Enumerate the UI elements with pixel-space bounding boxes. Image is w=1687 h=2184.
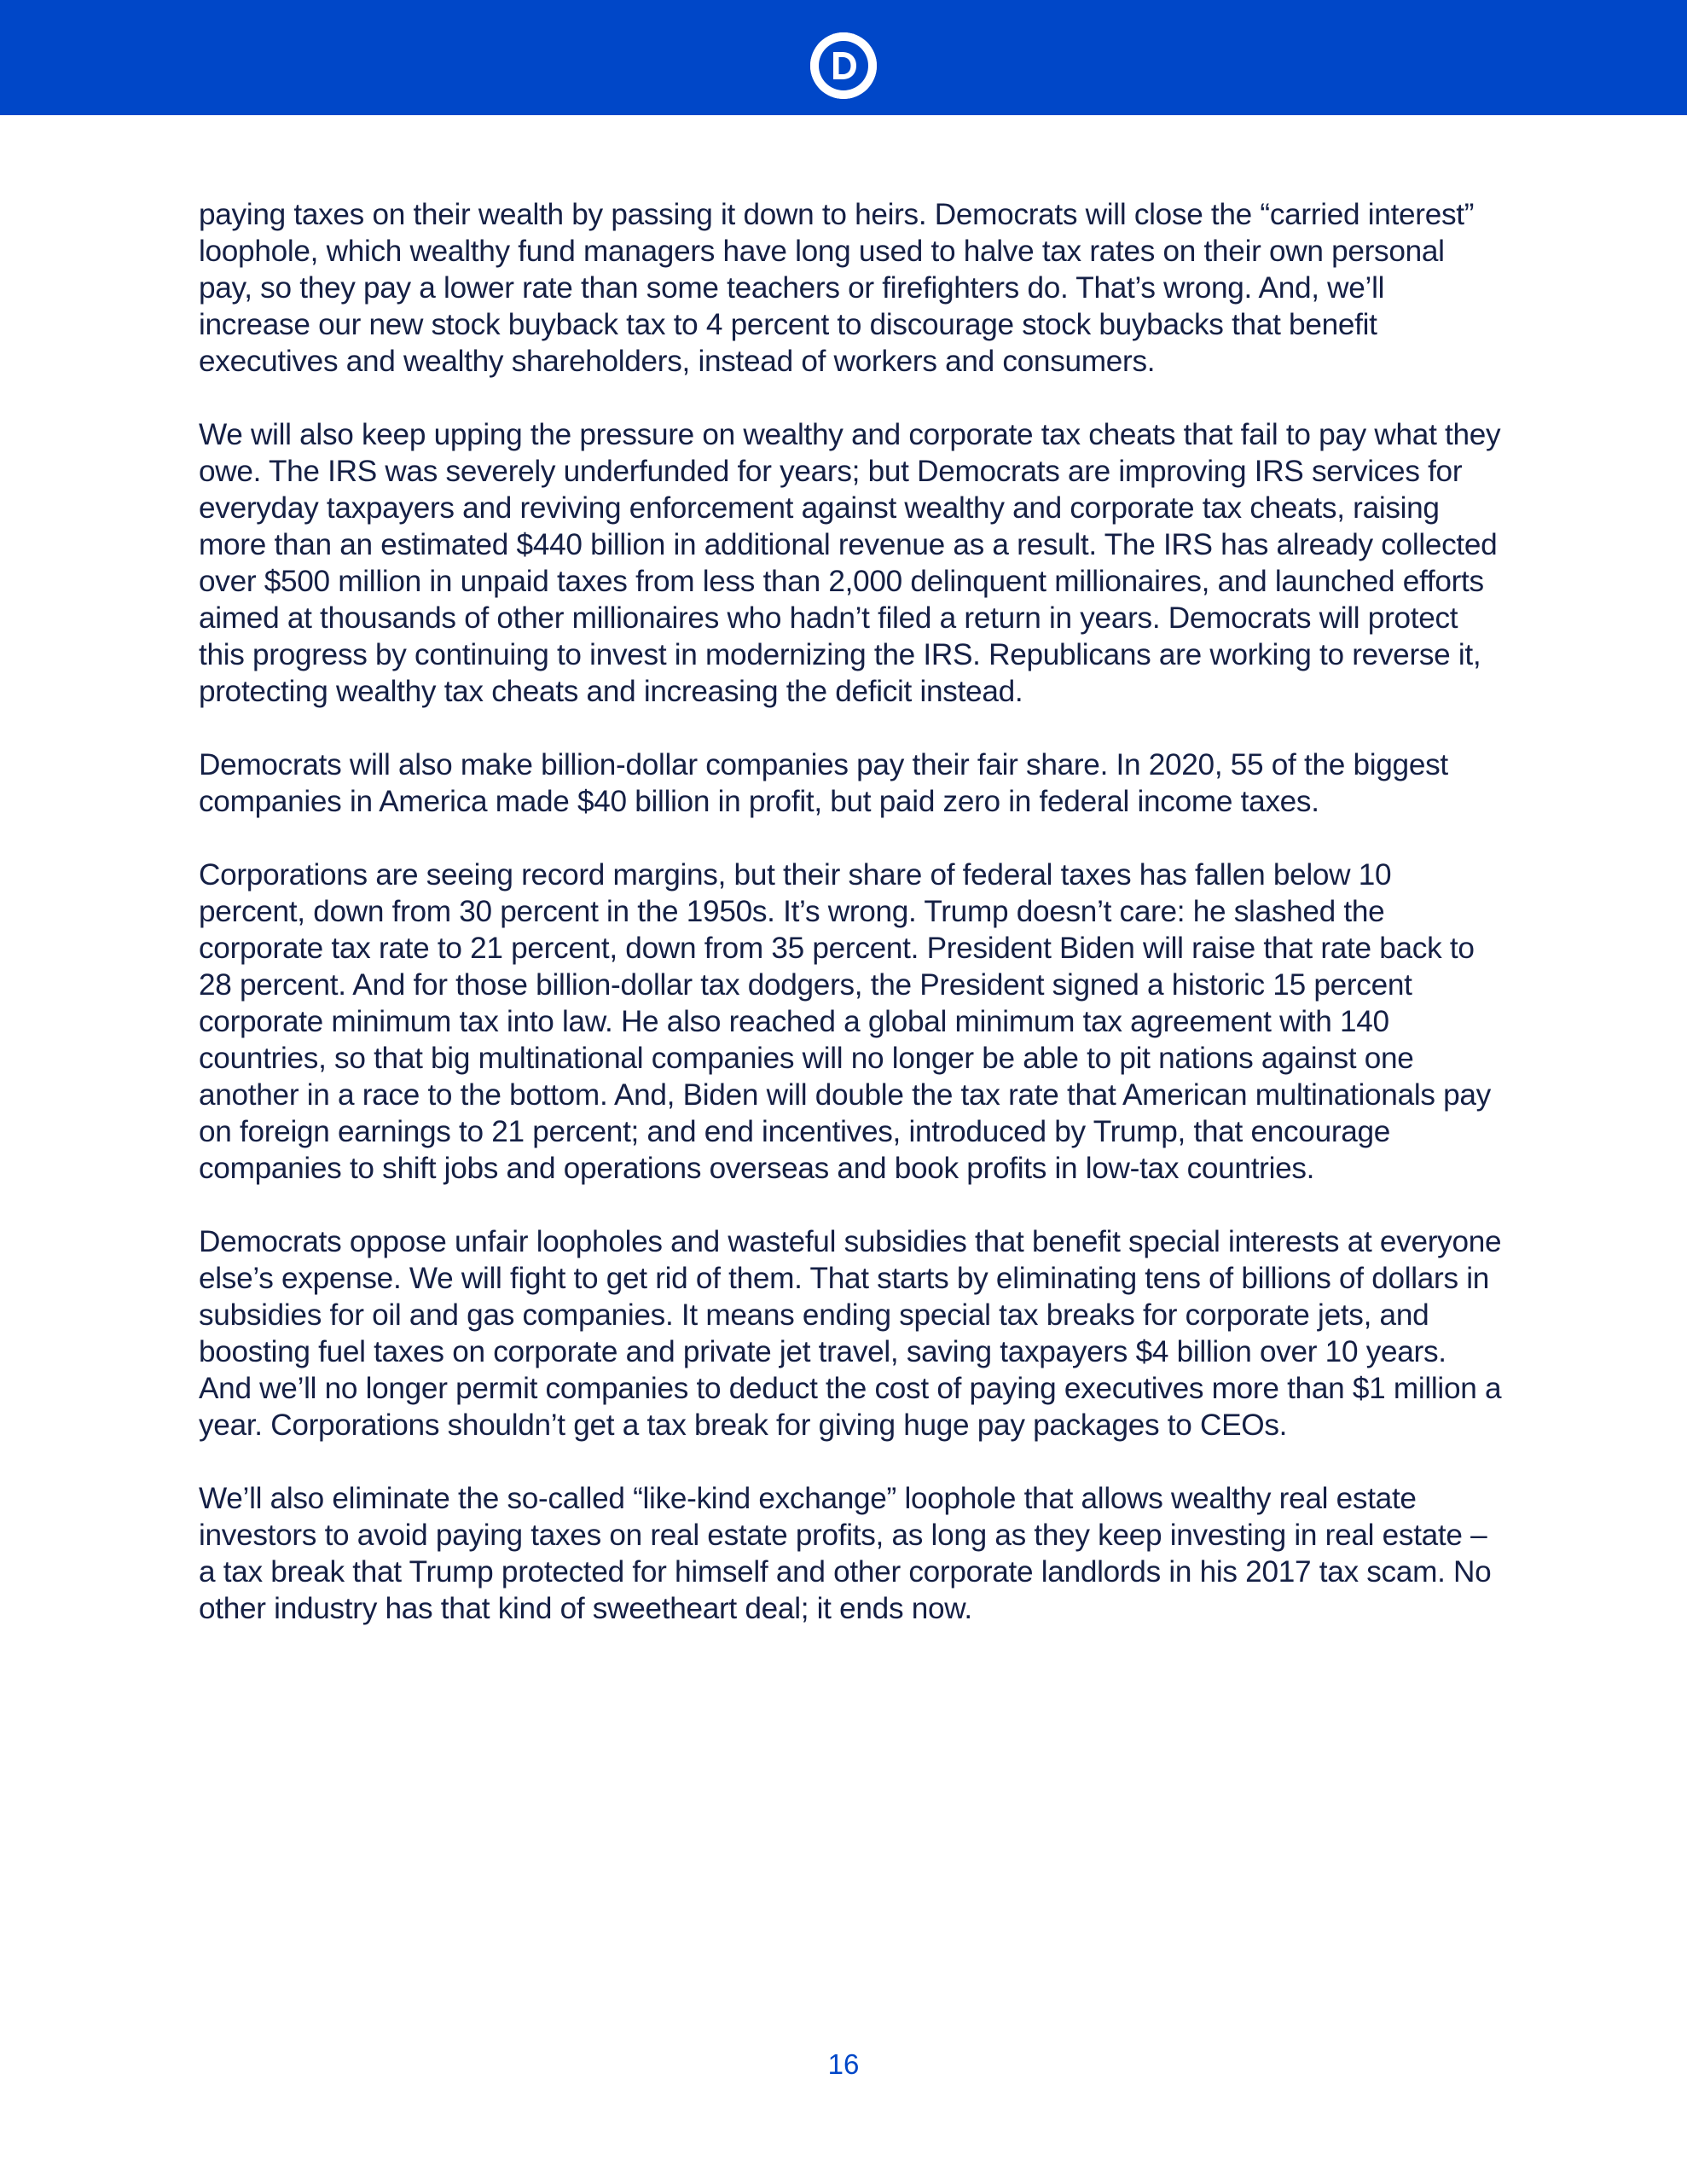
paragraph-2: We will also keep upping the pressure on wealthy and corporate tax cheats that fail to pay what they owe. The IRS was severely underfunded for years; but Democrats are improving IRS services for everyday taxpayers and reviving enforcement against wealthy and corporate tax cheats, raising more than an estimated $440 billion in additional revenue as a result. The IRS has already collected over $500 million in unpaid taxes from less than 2,000 delinquent millionaires, and launched efforts aimed at thousands of other millionaires who hadn’t filed a return in years. Democrats will protect this progress by continuing to invest in modernizing the IRS. Republicans are working to reverse it, protecting wealthy tax cheats and increasing the deficit instead. <box>199 418 1501 708</box>
page-number: 16 <box>827 2048 860 2080</box>
header-bar <box>0 0 1687 115</box>
paragraph-3: Democrats will also make billion-dollar companies pay their fair share. In 2020, 55 of the biggest companies in America made $40 billion in profit, but paid zero in federal income taxes. <box>199 748 1448 818</box>
paragraph-6: We’ll also eliminate the so-called “like-kind exchange” loophole that allows wealthy real estate investors to avoid paying taxes on real estate profits, as long as they keep investing in real estate – a tax break that Trump protected for himself and other corporate landlords in his 2017 tax scam. No other industry has that kind of sweetheart deal; it ends now. <box>199 1482 1492 1625</box>
democrats-d-logo-icon <box>810 32 877 99</box>
paragraph-5: Democrats oppose unfair loopholes and wasteful subsidies that benefit special interests at everyone else’s expense. We will fight to get rid of them. That starts by eliminating tens of billions of dollars in subsidies for oil and gas companies. It means ending special tax breaks for corporate jets, and boosting fuel taxes on corporate and private jet travel, saving taxpayers $4 billion over 10 years. And we’ll no longer permit companies to deduct the cost of paying executives more than $1 million a year. Corporations shouldn’t get a tax break for giving huge pay packages to CEOs. <box>199 1225 1502 1442</box>
paragraph-4: Corporations are seeing record margins, but their share of federal taxes has fallen below 10 percent, down from 30 percent in the 1950s. It’s wrong. Trump doesn’t care: he slashed the corporate tax rate to 21 percent, down from 35 percent. President Biden will raise that rate back to 28 percent. And for those billion-dollar tax dodgers, the President signed a historic 15 percent corporate minimum tax into law. He also reached a global minimum tax agreement with 140 countries, so that big multinational companies will no longer be able to pit nations against one another in a race to the bottom. And, Biden will double the tax rate that American multinationals pay on foreign earnings to 21 percent; and end incentives, introduced by Trump, that encourage companies to shift jobs and operations overseas and book profits in low-tax countries. <box>199 858 1491 1185</box>
paragraph-1: paying taxes on their wealth by passing it down to heirs. Democrats will close the “carried interest” loophole, which wealthy fund managers have long used to halve tax rates on their own personal pay, so they pay a lower rate than some teachers or firefighters do. That’s wrong. And, we’ll increase our new stock buyback tax to 4 percent to discourage stock buybacks that benefit executives and wealthy shareholders, instead of workers and consumers. <box>199 198 1475 378</box>
document-body <box>199 196 1504 1664</box>
